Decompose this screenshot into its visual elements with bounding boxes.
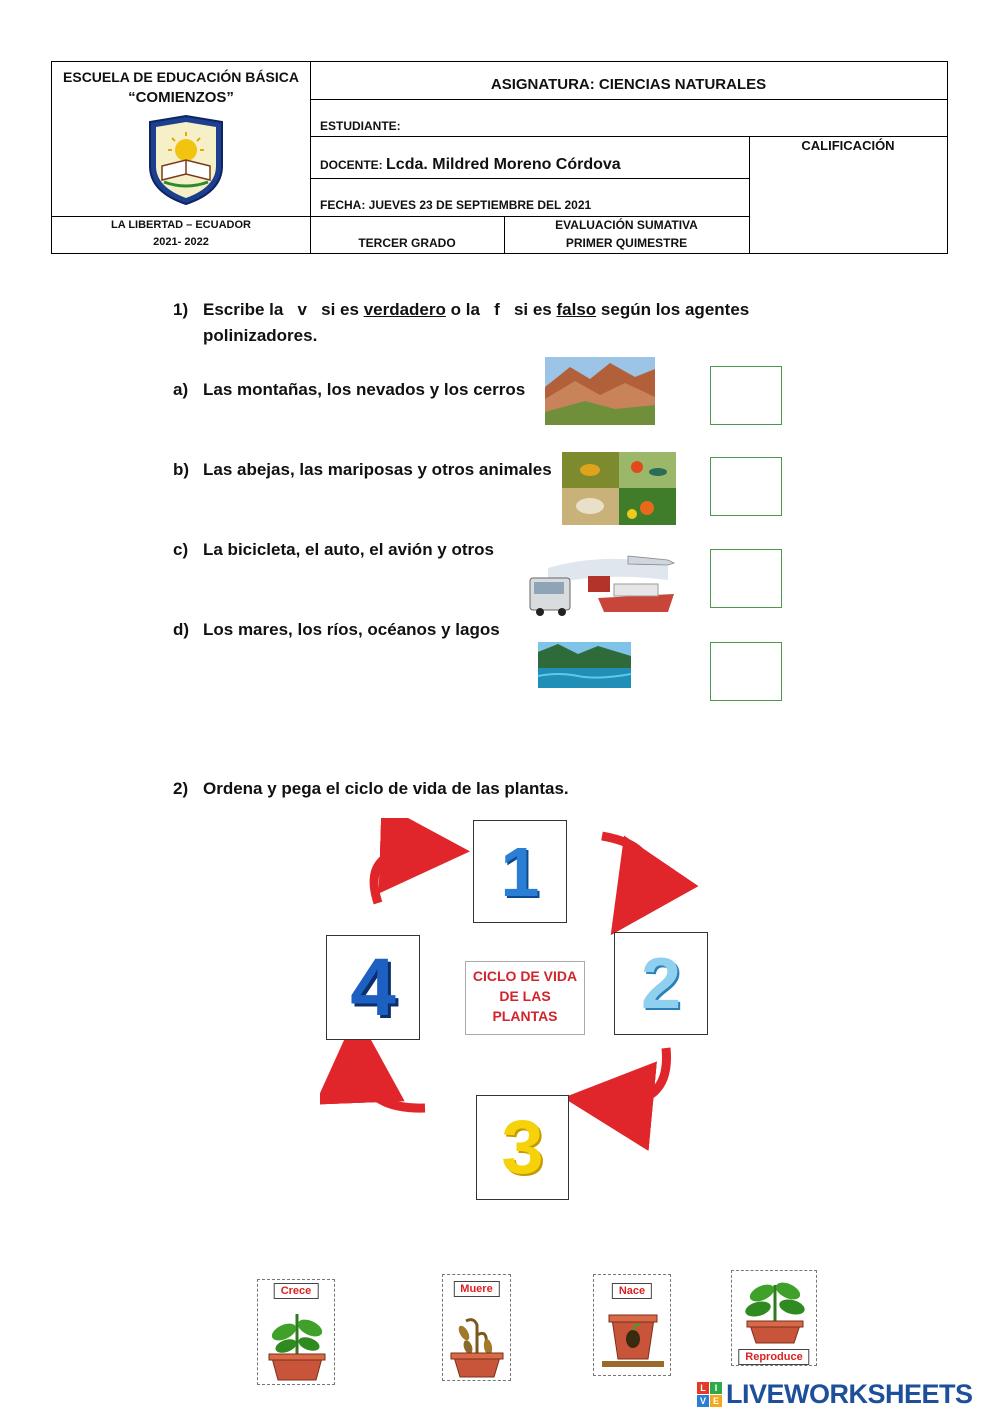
teacher-label: DOCENTE: — [320, 158, 383, 172]
number-3: 3 — [501, 1105, 544, 1190]
q1-letter-f: f — [494, 300, 500, 319]
item-a-letter: a) — [173, 380, 189, 399]
header-table — [51, 61, 948, 254]
evaluation-period: PRIMER QUIMESTRE — [565, 236, 688, 250]
arrow-2-to-3 — [608, 1048, 667, 1103]
plant-label-nace: Nace — [612, 1283, 652, 1299]
answer-box-d[interactable] — [710, 642, 782, 701]
q1-text: o la — [450, 300, 480, 319]
school-name: ESCUELA DE EDUCACIÓN BÁSICA — [63, 69, 299, 85]
number-card-1[interactable] — [473, 820, 567, 923]
divider — [52, 216, 749, 217]
divider — [310, 178, 749, 179]
item-b-text: Las abejas, las mariposas y otros animales — [203, 460, 552, 479]
number-card-4[interactable] — [326, 935, 420, 1040]
date: FECHA: JUEVES 23 DE SEPTIEMBRE DEL 2021 — [320, 198, 592, 212]
plant-card-crece[interactable] — [257, 1279, 335, 1385]
water-image — [538, 642, 631, 688]
answer-box-b[interactable] — [710, 457, 782, 516]
plant-card-nace[interactable] — [593, 1274, 671, 1376]
school-name-2: “COMIENZOS” — [128, 89, 234, 106]
watermark-text: LIVEWORKSHEETS — [726, 1378, 973, 1409]
seed-pot-icon — [602, 1309, 664, 1373]
q2-text: Ordena y pega el ciclo de vida de las plantas. — [203, 779, 569, 798]
q1-number: 1) — [173, 300, 189, 319]
mature-plant-icon — [740, 1275, 810, 1345]
q1-text: según los agentes — [600, 300, 750, 319]
q1-prompt-line2: polinizadores. — [203, 326, 318, 345]
item-b-letter: b) — [173, 460, 190, 479]
cycle-title-line: DE LAS — [499, 988, 551, 1004]
teacher-line — [320, 156, 621, 174]
plant-card-reproduce[interactable] — [731, 1270, 817, 1366]
evaluation-type: EVALUACIÓN SUMATIVA — [555, 218, 698, 232]
arrow-1-to-2 — [602, 836, 647, 898]
subject: ASIGNATURA: CIENCIAS NATURALES — [490, 76, 767, 93]
item-c-letter: c) — [173, 540, 189, 559]
q1-letter-v: v — [297, 300, 307, 319]
mountains-image — [545, 357, 655, 425]
student-label: ESTUDIANTE: — [320, 119, 401, 133]
number-4: 4 — [350, 941, 396, 1033]
cycle-title-line: CICLO DE VIDA — [472, 968, 578, 984]
q1-true-word: verdadero — [363, 300, 446, 319]
grade-label: CALIFICACIÓN — [801, 138, 895, 153]
number-1: 1 — [500, 832, 540, 911]
plant-label-muere: Muere — [453, 1281, 499, 1297]
number-card-2[interactable] — [614, 932, 708, 1035]
plant-label-crece: Crece — [274, 1283, 319, 1299]
pollinators-image — [562, 452, 676, 525]
transport-image — [528, 550, 676, 618]
arrow-3-to-4 — [358, 1058, 425, 1108]
wilted-plant-icon — [446, 1305, 508, 1379]
number-card-3[interactable] — [476, 1095, 569, 1200]
q1-text: si es — [513, 300, 552, 319]
divider — [310, 136, 947, 137]
cycle-title-box — [465, 961, 585, 1035]
q1-prompt — [203, 300, 749, 320]
answer-box-c[interactable] — [710, 549, 782, 608]
arrow-4-to-1 — [374, 850, 425, 903]
number-2: 2 — [640, 943, 682, 1024]
plant-label-reproduce: Reproduce — [738, 1349, 809, 1365]
liveworksheets-logo-icon: L I V E — [697, 1382, 722, 1407]
q2-number: 2) — [173, 779, 189, 798]
cycle-title-line: PLANTAS — [492, 1008, 558, 1024]
item-d-letter: d) — [173, 620, 190, 639]
answer-box-a[interactable] — [710, 366, 782, 425]
grade-level: TERCER GRADO — [358, 236, 456, 250]
divider — [749, 136, 750, 253]
plant-card-muere[interactable] — [442, 1274, 511, 1381]
school-years: 2021- 2022 — [153, 236, 209, 248]
item-a-text: Las montañas, los nevados y los cerros — [203, 380, 526, 399]
item-d-text: Los mares, los ríos, océanos y lagos — [203, 620, 500, 639]
growing-plant-icon — [264, 1302, 330, 1382]
liveworksheets-watermark — [697, 1378, 997, 1410]
q1-text: Escribe la — [203, 300, 284, 319]
item-c-text: La bicicleta, el auto, el avión y otros — [203, 540, 494, 559]
q1-false-word: falso — [556, 300, 597, 319]
life-cycle-diagram — [320, 818, 738, 1213]
location: LA LIBERTAD – ECUADOR — [111, 219, 251, 231]
q1-text: si es — [321, 300, 359, 319]
divider — [310, 99, 947, 100]
school-shield-logo — [144, 114, 228, 206]
teacher-name: Lcda. Mildred Moreno Córdova — [386, 156, 621, 173]
